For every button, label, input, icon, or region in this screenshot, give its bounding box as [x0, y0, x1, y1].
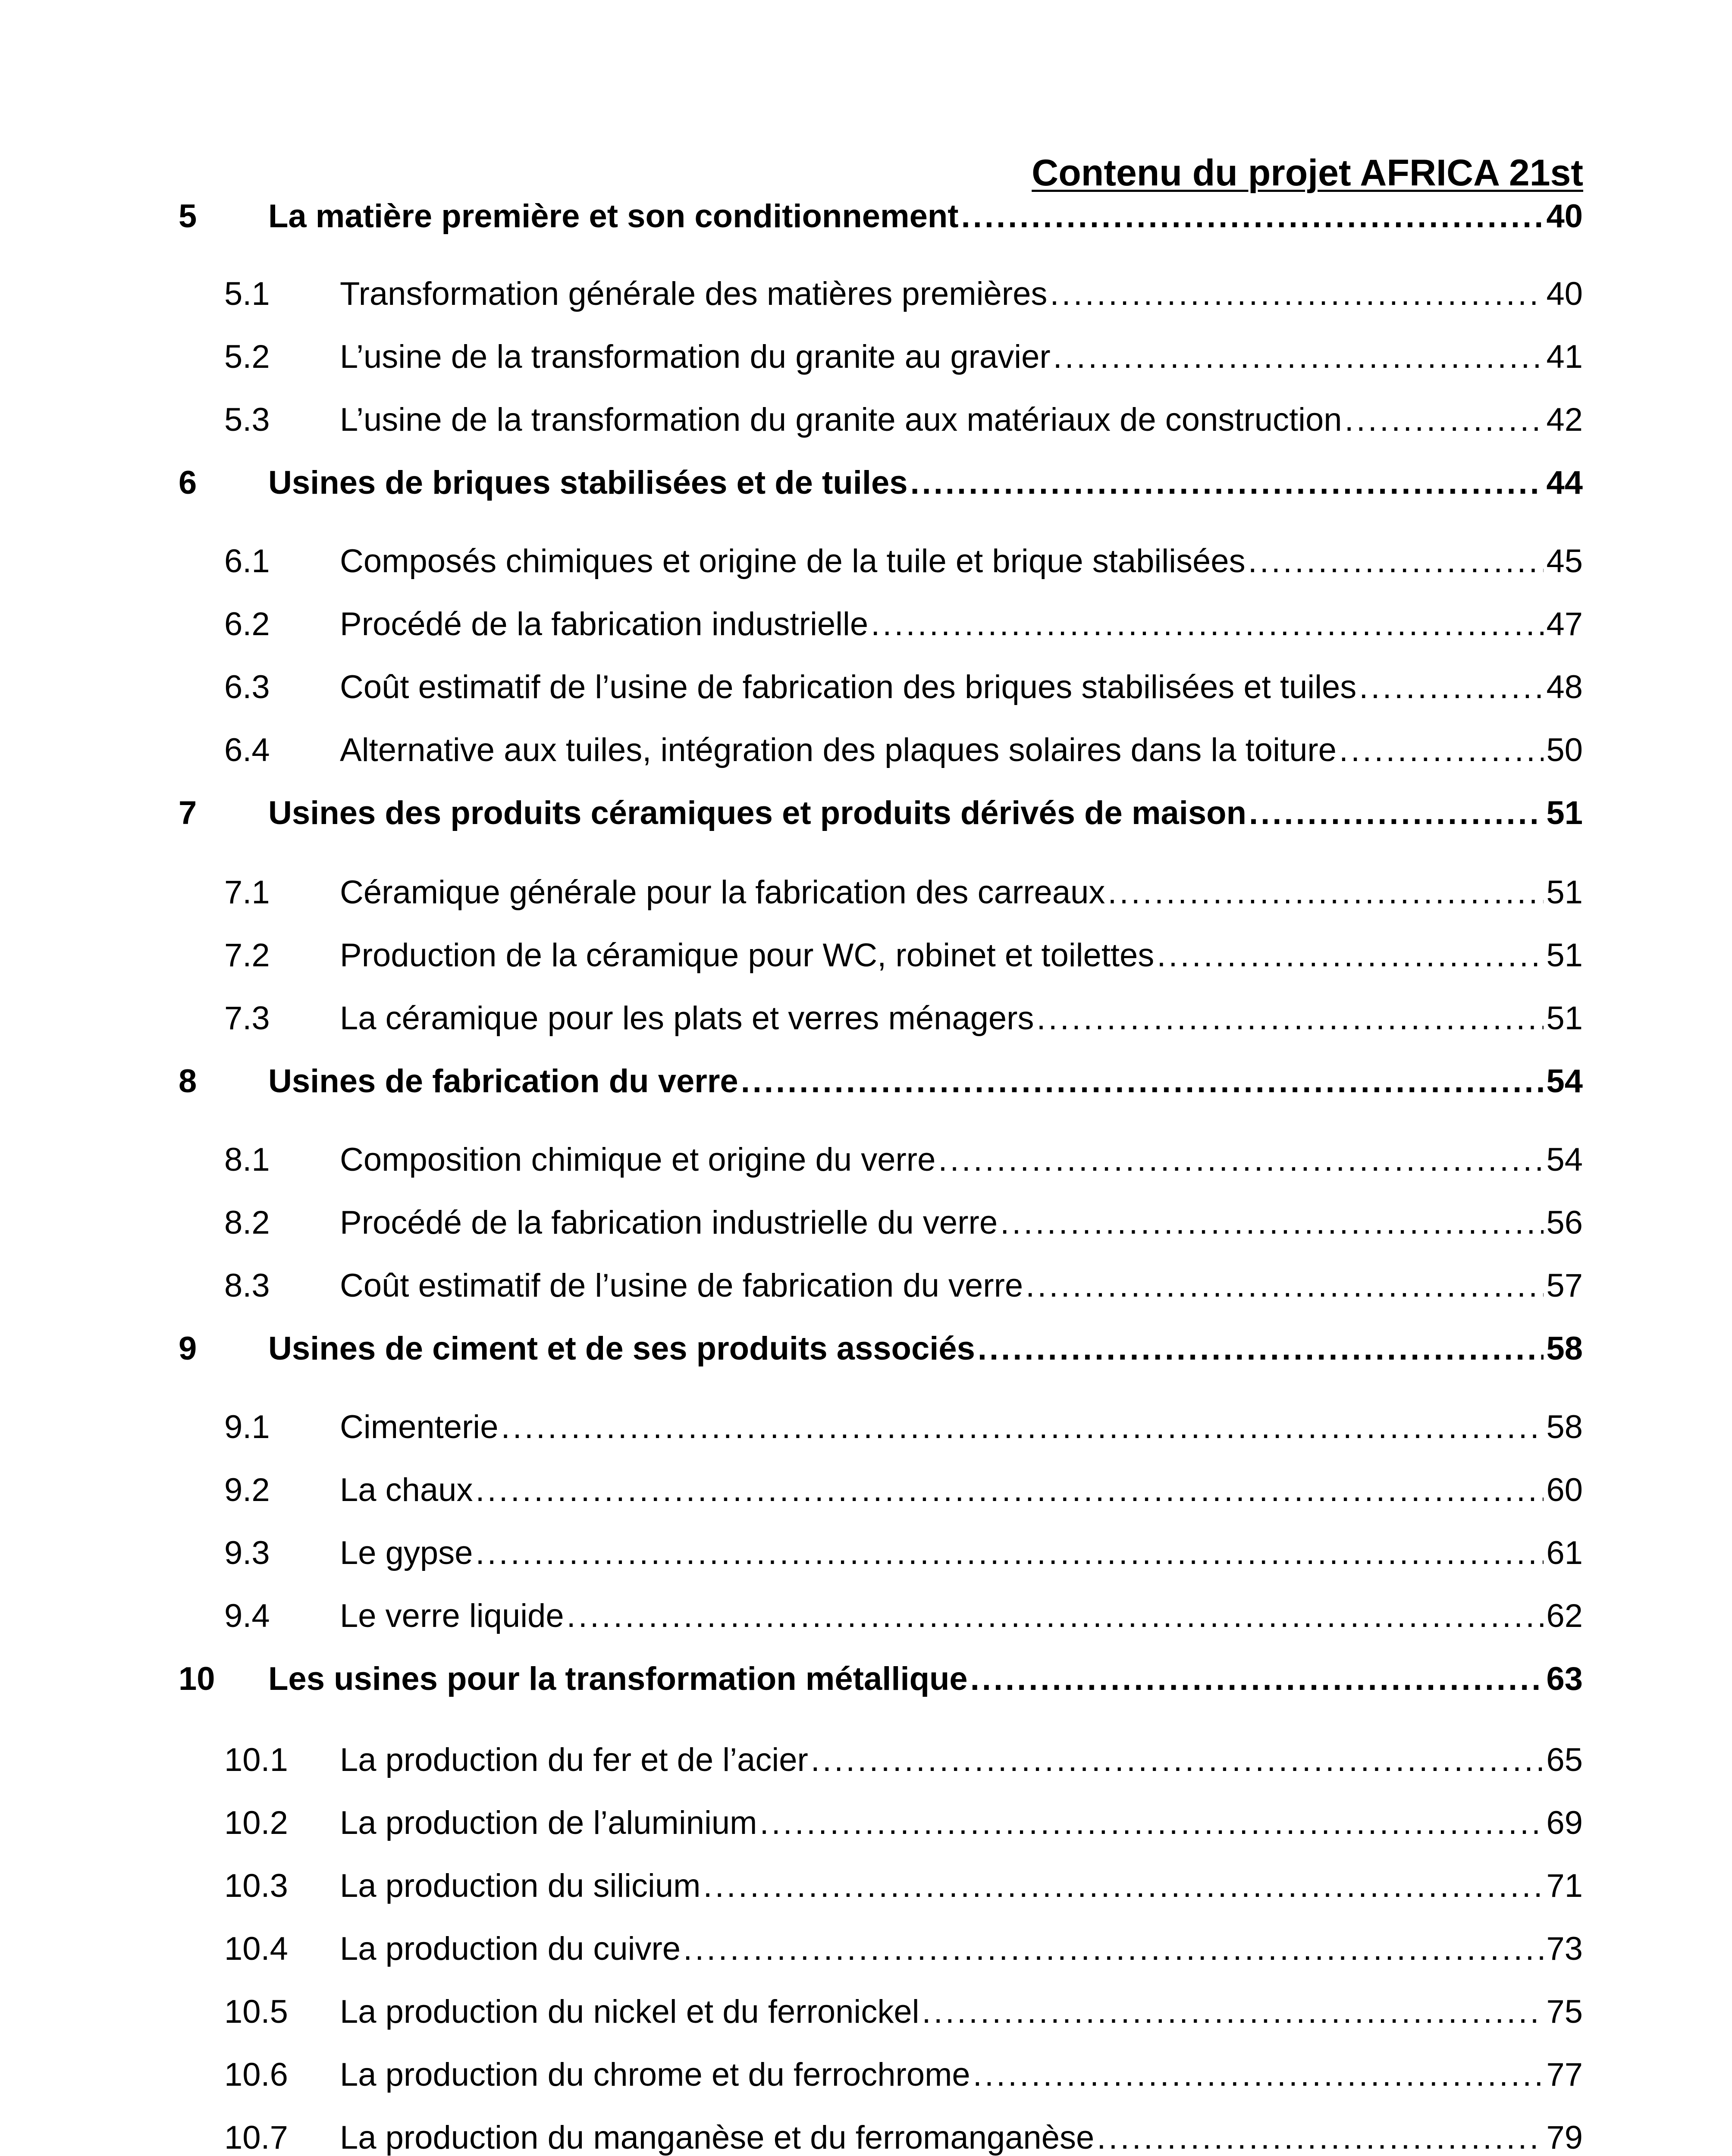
- toc-entry-page: 45: [1546, 543, 1583, 580]
- toc-entry-number: 9.2: [224, 1472, 270, 1508]
- toc-entry-page: 54: [1546, 1063, 1583, 1100]
- toc-entry[interactable]: [179, 1741, 1583, 1789]
- toc-entry[interactable]: [179, 605, 1583, 653]
- toc-entry-page: 44: [1546, 464, 1583, 501]
- toc-entry-page: 51: [1546, 1000, 1583, 1037]
- toc-entry-number: 8: [179, 1063, 197, 1100]
- toc-entry-page: 60: [1546, 1472, 1583, 1508]
- dot-leader: [1359, 668, 1544, 706]
- dot-leader: [961, 197, 1544, 235]
- toc-entry-page: 58: [1546, 1330, 1583, 1367]
- toc-entry-page: 62: [1546, 1598, 1583, 1634]
- toc-entry-page: 69: [1546, 1805, 1583, 1841]
- toc-entry-number: 8.1: [224, 1141, 270, 1178]
- toc-entry-number: 9.4: [224, 1598, 270, 1634]
- toc-entry-title: Composés chimiques et origine de la tuile et brique stabilisées: [340, 543, 1246, 580]
- toc-entry-page: 56: [1546, 1204, 1583, 1241]
- toc-entry-title: Usines de ciment et de ses produits associés: [268, 1330, 975, 1367]
- toc-entry[interactable]: [179, 1141, 1583, 1188]
- page-title: Contenu du projet AFRICA 21st: [1032, 152, 1583, 194]
- toc-entry-title: La production du fer et de l’acier: [340, 1742, 808, 1778]
- toc-entry[interactable]: [179, 1804, 1583, 1852]
- toc-entry[interactable]: [179, 1597, 1583, 1645]
- dot-leader: [922, 1993, 1544, 2031]
- toc-entry-title: Transformation générale des matières premières: [340, 276, 1048, 312]
- toc-entry-title: Procédé de la fabrication industrielle du verre: [340, 1204, 998, 1241]
- dot-leader: [1339, 731, 1544, 769]
- toc-entry-number: 9.3: [224, 1535, 270, 1571]
- toc-entry-title: Procédé de la fabrication industrielle: [340, 606, 869, 642]
- toc-entry-title: Coût estimatif de l’usine de fabrication du verre: [340, 1267, 1023, 1304]
- toc-entry-number: 5.2: [224, 338, 270, 375]
- toc-entry[interactable]: [179, 1471, 1583, 1519]
- toc-entry-page: 77: [1546, 2056, 1583, 2093]
- toc-entry-page: 51: [1546, 937, 1583, 974]
- toc-entry-page: 75: [1546, 1993, 1583, 2030]
- toc-entry-page: 73: [1546, 1930, 1583, 1967]
- toc-entry-number: 6.1: [224, 543, 270, 580]
- toc-entry-title: Production de la céramique pour WC, robinet et toilettes: [340, 937, 1155, 974]
- toc-entry-title: Le gypse: [340, 1535, 473, 1571]
- toc-entry-title: Cimenterie: [340, 1409, 499, 1445]
- toc-entry-title: Alternative aux tuiles, intégration des plaques solaires dans la toiture: [340, 732, 1337, 768]
- toc-entry-title: La production de l’aluminium: [340, 1805, 757, 1841]
- toc-entry-number: 10.3: [224, 1868, 288, 1904]
- dot-leader: [1108, 874, 1544, 911]
- toc-entry-title: Coût estimatif de l’usine de fabrication des briques stabilisées et tuiles: [340, 669, 1357, 705]
- dot-leader: [683, 1930, 1544, 1968]
- dot-leader: [1053, 338, 1544, 376]
- toc-entry-title: Céramique générale pour la fabrication des carreaux: [340, 874, 1105, 911]
- toc-entry[interactable]: [179, 275, 1583, 323]
- toc-entry-title: La production du chrome et du ferrochrome: [340, 2056, 970, 2093]
- toc-entry-number: 7.3: [224, 1000, 270, 1037]
- toc-entry-page: 57: [1546, 1267, 1583, 1304]
- dot-leader: [741, 1062, 1544, 1100]
- toc-entry-number: 10.4: [224, 1930, 288, 1967]
- toc-entry-title: La production du cuivre: [340, 1930, 681, 1967]
- dot-leader: [567, 1597, 1544, 1635]
- dot-leader: [1345, 401, 1544, 439]
- toc-entry-title: La céramique pour les plats et verres ménagers: [340, 1000, 1034, 1037]
- dot-leader: [811, 1741, 1544, 1779]
- dot-leader: [970, 1660, 1544, 1698]
- toc-entry-number: 7.1: [224, 874, 270, 911]
- toc-entry-number: 7: [179, 795, 197, 831]
- toc-entry-page: 51: [1546, 874, 1583, 911]
- toc-entry[interactable]: [179, 197, 1583, 245]
- toc-entry-title: La production du nickel et du ferronickel: [340, 1993, 919, 2030]
- toc-entry-title: L’usine de la transformation du granite au gravier: [340, 338, 1051, 375]
- toc-entry-title: Usines de briques stabilisées et de tuiles: [268, 464, 908, 501]
- toc-entry-page: 51: [1546, 795, 1583, 831]
- toc-entry[interactable]: [179, 668, 1583, 716]
- toc-entry[interactable]: [179, 937, 1583, 984]
- dot-leader: [475, 1471, 1544, 1509]
- dot-leader: [1026, 1267, 1544, 1304]
- toc-entry[interactable]: [179, 1534, 1583, 1582]
- toc-entry-title: La matière première et son conditionnement: [268, 198, 959, 235]
- toc-entry-page: 47: [1546, 606, 1583, 642]
- toc-entry-page: 54: [1546, 1141, 1583, 1178]
- toc-entry[interactable]: [179, 1330, 1583, 1377]
- toc-entry[interactable]: [179, 338, 1583, 385]
- toc-entry-number: 5: [179, 198, 197, 235]
- toc-entry-number: 9: [179, 1330, 197, 1367]
- toc-entry-title: La production du manganèse et du ferromanganèse: [340, 2119, 1095, 2156]
- toc-entry-title: Les usines pour la transformation métallique: [268, 1661, 968, 1697]
- toc-entry-page: 63: [1546, 1661, 1583, 1697]
- toc-entry[interactable]: [179, 2056, 1583, 2103]
- toc-entry-page: 61: [1546, 1535, 1583, 1571]
- toc-entry-number: 6: [179, 464, 197, 501]
- toc-entry-number: 10.6: [224, 2056, 288, 2093]
- toc-entry-number: 6.3: [224, 669, 270, 705]
- toc-entry-number: 5.1: [224, 276, 270, 312]
- dot-leader: [978, 1330, 1544, 1367]
- dot-leader: [475, 1534, 1544, 1572]
- dot-leader: [1050, 275, 1544, 313]
- dot-leader: [1157, 937, 1544, 974]
- toc-entry-page: 58: [1546, 1409, 1583, 1445]
- toc-entry-title: L’usine de la transformation du granite aux matériaux de construction: [340, 401, 1342, 438]
- toc-entry-page: 79: [1546, 2119, 1583, 2156]
- toc-entry[interactable]: [179, 401, 1583, 448]
- toc-entry-number: 10.5: [224, 1993, 288, 2030]
- dot-leader: [1036, 1000, 1544, 1037]
- dot-leader: [973, 2056, 1544, 2093]
- toc-entry-number: 10.1: [224, 1742, 288, 1778]
- toc-entry-number: 10.2: [224, 1805, 288, 1841]
- toc-entry[interactable]: [179, 1930, 1583, 1977]
- toc-entry-title: Usines de fabrication du verre: [268, 1063, 738, 1100]
- toc-entry[interactable]: [179, 1062, 1583, 1110]
- dot-leader: [871, 605, 1544, 643]
- toc-entry-number: 7.2: [224, 937, 270, 974]
- toc-entry-number: 6.4: [224, 732, 270, 768]
- dot-leader: [1097, 2119, 1544, 2156]
- toc-entry[interactable]: [179, 2119, 1583, 2156]
- toc-entry-number: 10: [179, 1661, 215, 1697]
- toc-entry[interactable]: [179, 1867, 1583, 1915]
- dot-leader: [1248, 542, 1544, 580]
- toc-entry[interactable]: [179, 464, 1583, 511]
- toc-entry-number: 8.2: [224, 1204, 270, 1241]
- toc-entry[interactable]: [179, 1204, 1583, 1251]
- toc-entry-title: Le verre liquide: [340, 1598, 564, 1634]
- toc-entry[interactable]: [179, 1660, 1583, 1708]
- dot-leader: [501, 1408, 1544, 1446]
- toc-entry[interactable]: [179, 1993, 1583, 2040]
- toc-entry-number: 9.1: [224, 1409, 270, 1445]
- toc-entry-page: 65: [1546, 1742, 1583, 1778]
- toc-entry-page: 40: [1546, 198, 1583, 235]
- toc-entry-title: La chaux: [340, 1472, 473, 1508]
- dot-leader: [703, 1867, 1544, 1905]
- toc-entry[interactable]: [179, 542, 1583, 590]
- toc-entry-page: 71: [1546, 1868, 1583, 1904]
- toc-entry-page: 48: [1546, 669, 1583, 705]
- dot-leader: [910, 464, 1544, 501]
- toc-entry[interactable]: [179, 874, 1583, 921]
- toc-entry-title: La production du silicium: [340, 1868, 701, 1904]
- dot-leader: [759, 1804, 1544, 1842]
- toc-entry[interactable]: [179, 1267, 1583, 1314]
- toc-entry-title: Usines des produits céramiques et produits dérivés de maison: [268, 795, 1247, 831]
- toc-entry-number: 10.7: [224, 2119, 288, 2156]
- toc-entry-page: 41: [1546, 338, 1583, 375]
- toc-entry-page: 50: [1546, 732, 1583, 768]
- toc-entry-number: 6.2: [224, 606, 270, 642]
- toc-entry-title: Composition chimique et origine du verre: [340, 1141, 936, 1178]
- toc-entry-page: 42: [1546, 401, 1583, 438]
- toc-entry-number: 5.3: [224, 401, 270, 438]
- toc-entry[interactable]: [179, 1408, 1583, 1456]
- toc-entry-page: 40: [1546, 276, 1583, 312]
- dot-leader: [1000, 1204, 1544, 1241]
- dot-leader: [1249, 794, 1544, 832]
- dot-leader: [938, 1141, 1544, 1178]
- toc-entry[interactable]: [179, 731, 1583, 779]
- toc-entry[interactable]: [179, 1000, 1583, 1047]
- toc-entry[interactable]: [179, 794, 1583, 842]
- toc-entry-number: 8.3: [224, 1267, 270, 1304]
